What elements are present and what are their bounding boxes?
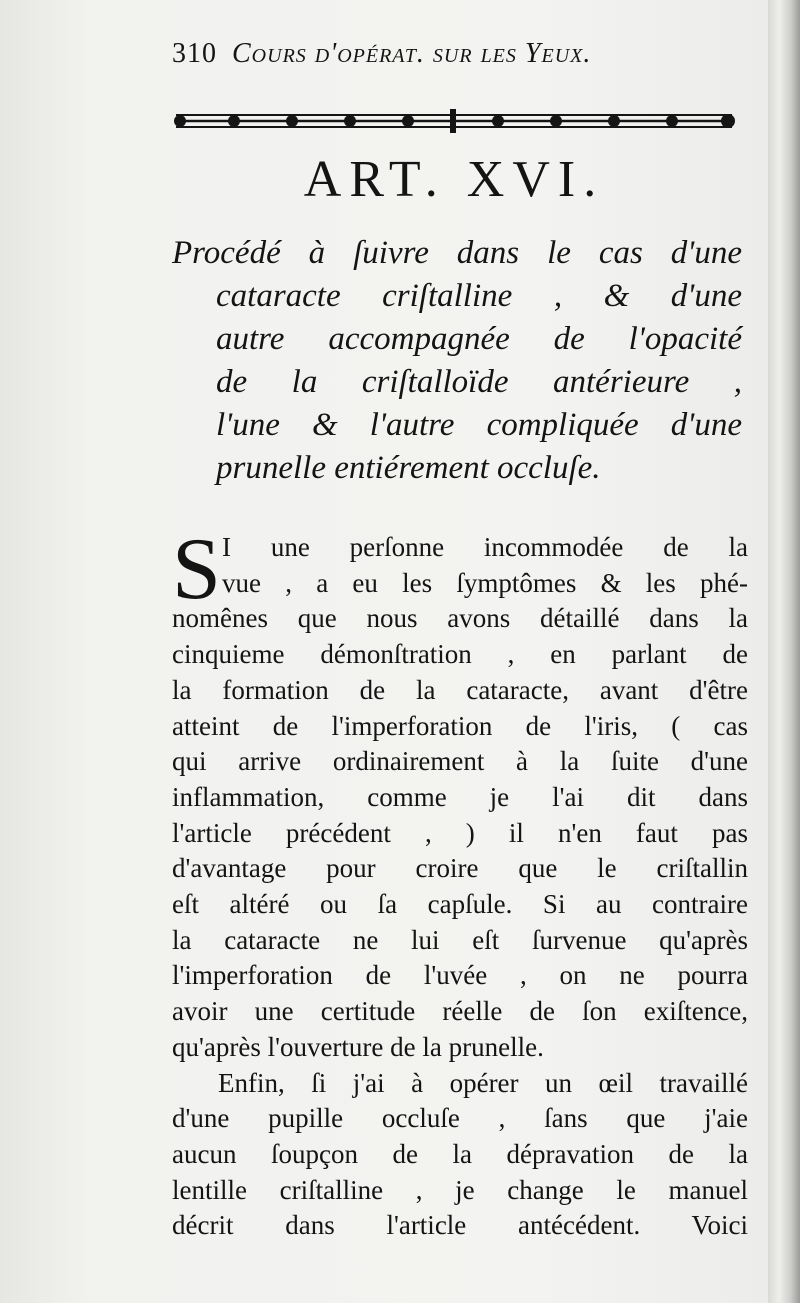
body-line: d'avantage pour croire que le criſtallin bbox=[172, 853, 748, 884]
running-title: Cours d'opérat. sur les Yeux. bbox=[232, 38, 592, 69]
body-line: qui arrive ordinairement à la ſuite d'une bbox=[172, 746, 748, 777]
ornamental-rule bbox=[172, 106, 736, 136]
body-line: vue , a eu les ſymptômes & les phé- bbox=[222, 567, 748, 598]
body-line: eſt altéré ou ſa capſule. Si au contraire bbox=[172, 889, 748, 920]
subheading-line: autre accompagnée de l'opacité bbox=[216, 321, 742, 357]
body-line: inflammation, comme je l'ai dit dans bbox=[172, 781, 748, 812]
body-line: avoir une certitude réelle de ſon exiſtence, bbox=[172, 996, 748, 1027]
article-subheading bbox=[172, 232, 742, 490]
body-line: lentille criſtalline , je change le manuel bbox=[172, 1174, 748, 1205]
body-line: d'une pupille occluſe , ſans que j'aie bbox=[172, 1103, 748, 1134]
subheading-line: de la criſtalloïde antérieure , bbox=[216, 364, 742, 400]
page-number: 310 bbox=[172, 38, 217, 69]
body-line: cinquieme démonſtration , en parlant de bbox=[172, 639, 748, 670]
article-title: ART. XVI. bbox=[303, 151, 605, 208]
body-line: nomênes que nous avons détaillé dans la bbox=[172, 603, 748, 634]
body-line: la cataracte ne lui eſt ſurvenue qu'après bbox=[172, 924, 748, 955]
body-line: l'article précédent , ) il n'en faut pas bbox=[172, 817, 748, 848]
drop-cap: S bbox=[172, 521, 221, 618]
body-line: I une perſonne incommodée de la bbox=[222, 532, 748, 562]
subheading-line: l'une & l'autre compliquée d'une bbox=[216, 407, 742, 443]
body-line: décrit dans l'article antécédent. Voici bbox=[172, 1210, 748, 1241]
body-line: Enfin, ſi j'ai à opérer un œil travaillé bbox=[218, 1067, 748, 1098]
body-line: l'imperforation de l'uvée , on ne pourra bbox=[172, 960, 748, 991]
page-edge bbox=[768, 0, 800, 1303]
body-text bbox=[172, 521, 748, 1244]
body-line: la formation de la cataracte, avant d'être bbox=[172, 674, 748, 705]
subheading-line: Procédé à ſuivre dans le cas d'une bbox=[172, 235, 742, 271]
subheading-line: prunelle entiérement occluſe. bbox=[216, 450, 601, 486]
body-line: aucun ſoupçon de la dépravation de la bbox=[172, 1138, 748, 1169]
body-line: atteint de l'imperforation de l'iris, ( cas bbox=[172, 710, 748, 741]
subheading-line: cataracte criſtalline , & d'une bbox=[216, 278, 742, 314]
body-line: qu'après l'ouverture de la prunelle. bbox=[172, 1031, 544, 1062]
running-header bbox=[172, 38, 732, 78]
